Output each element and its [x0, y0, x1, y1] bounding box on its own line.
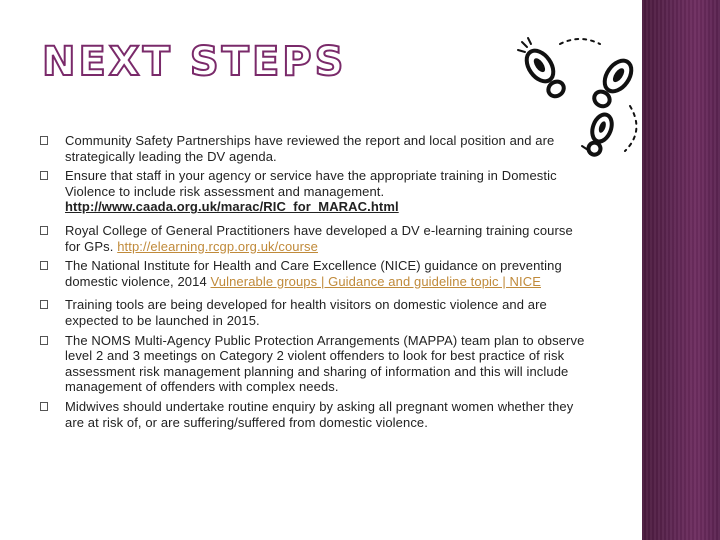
- checkbox-bullet-icon: [40, 171, 48, 180]
- bullet-text: Training tools are being developed for health visitors on domestic violence and are expected to be launched in 2015.: [65, 297, 547, 328]
- bullet-text: The NOMS Multi-Agency Public Protection Arrangements (MAPPA) team plan to observe level 2 and 3 meetings on Category 2 violent offenders to look for best practice of risk assessment risk management planning and sharing of information and this will include management of offenders with complex needs.: [65, 332, 585, 395]
- checkbox-bullet-icon: [40, 300, 48, 309]
- checkbox-bullet-icon: [40, 136, 48, 145]
- list-item: [40, 258, 592, 289]
- list-item: [40, 133, 592, 164]
- bullet-text: The National Institute for Health and Care Excellence (NICE) guidance on preventing domestic violence, 2014: [65, 258, 562, 289]
- checkbox-bullet-icon: [40, 402, 48, 411]
- decorative-sidebar: [642, 0, 720, 540]
- bullet-text: Community Safety Partnerships have reviewed the report and local position and are strategically leading the DV agenda.: [65, 133, 555, 164]
- bullet-link[interactable]: http://www.caada.org.uk/marac/RIC_for_MARAC.html: [65, 199, 399, 215]
- bullet-list: [40, 133, 592, 430]
- checkbox-bullet-icon: [40, 336, 48, 345]
- list-item: [40, 168, 592, 215]
- bullet-text: Midwives should undertake routine enquiry by asking all pregnant women whether they are at risk of, or are suffering/suffered from domestic violence.: [65, 398, 574, 430]
- slide-title: [42, 40, 346, 84]
- bullet-link[interactable]: Vulnerable groups | Guidance and guideline topic | NICE: [210, 273, 541, 289]
- list-item: [40, 333, 592, 395]
- bullet-text: Royal College of General Practitioners have developed a DV e-learning training course for GPs.: [65, 222, 573, 254]
- list-item: [40, 297, 592, 328]
- bullet-text: Ensure that staff in your agency or service have the appropriate training in Domestic Violence to include risk assessment and management.: [65, 168, 557, 199]
- checkbox-bullet-icon: [40, 226, 48, 235]
- bullet-link[interactable]: http://elearning.rcgp.org.uk/course: [117, 238, 318, 254]
- list-item: [40, 223, 592, 254]
- list-item: [40, 399, 592, 430]
- slide-title-text: NEXT STEPS: [42, 39, 347, 85]
- checkbox-bullet-icon: [40, 261, 48, 270]
